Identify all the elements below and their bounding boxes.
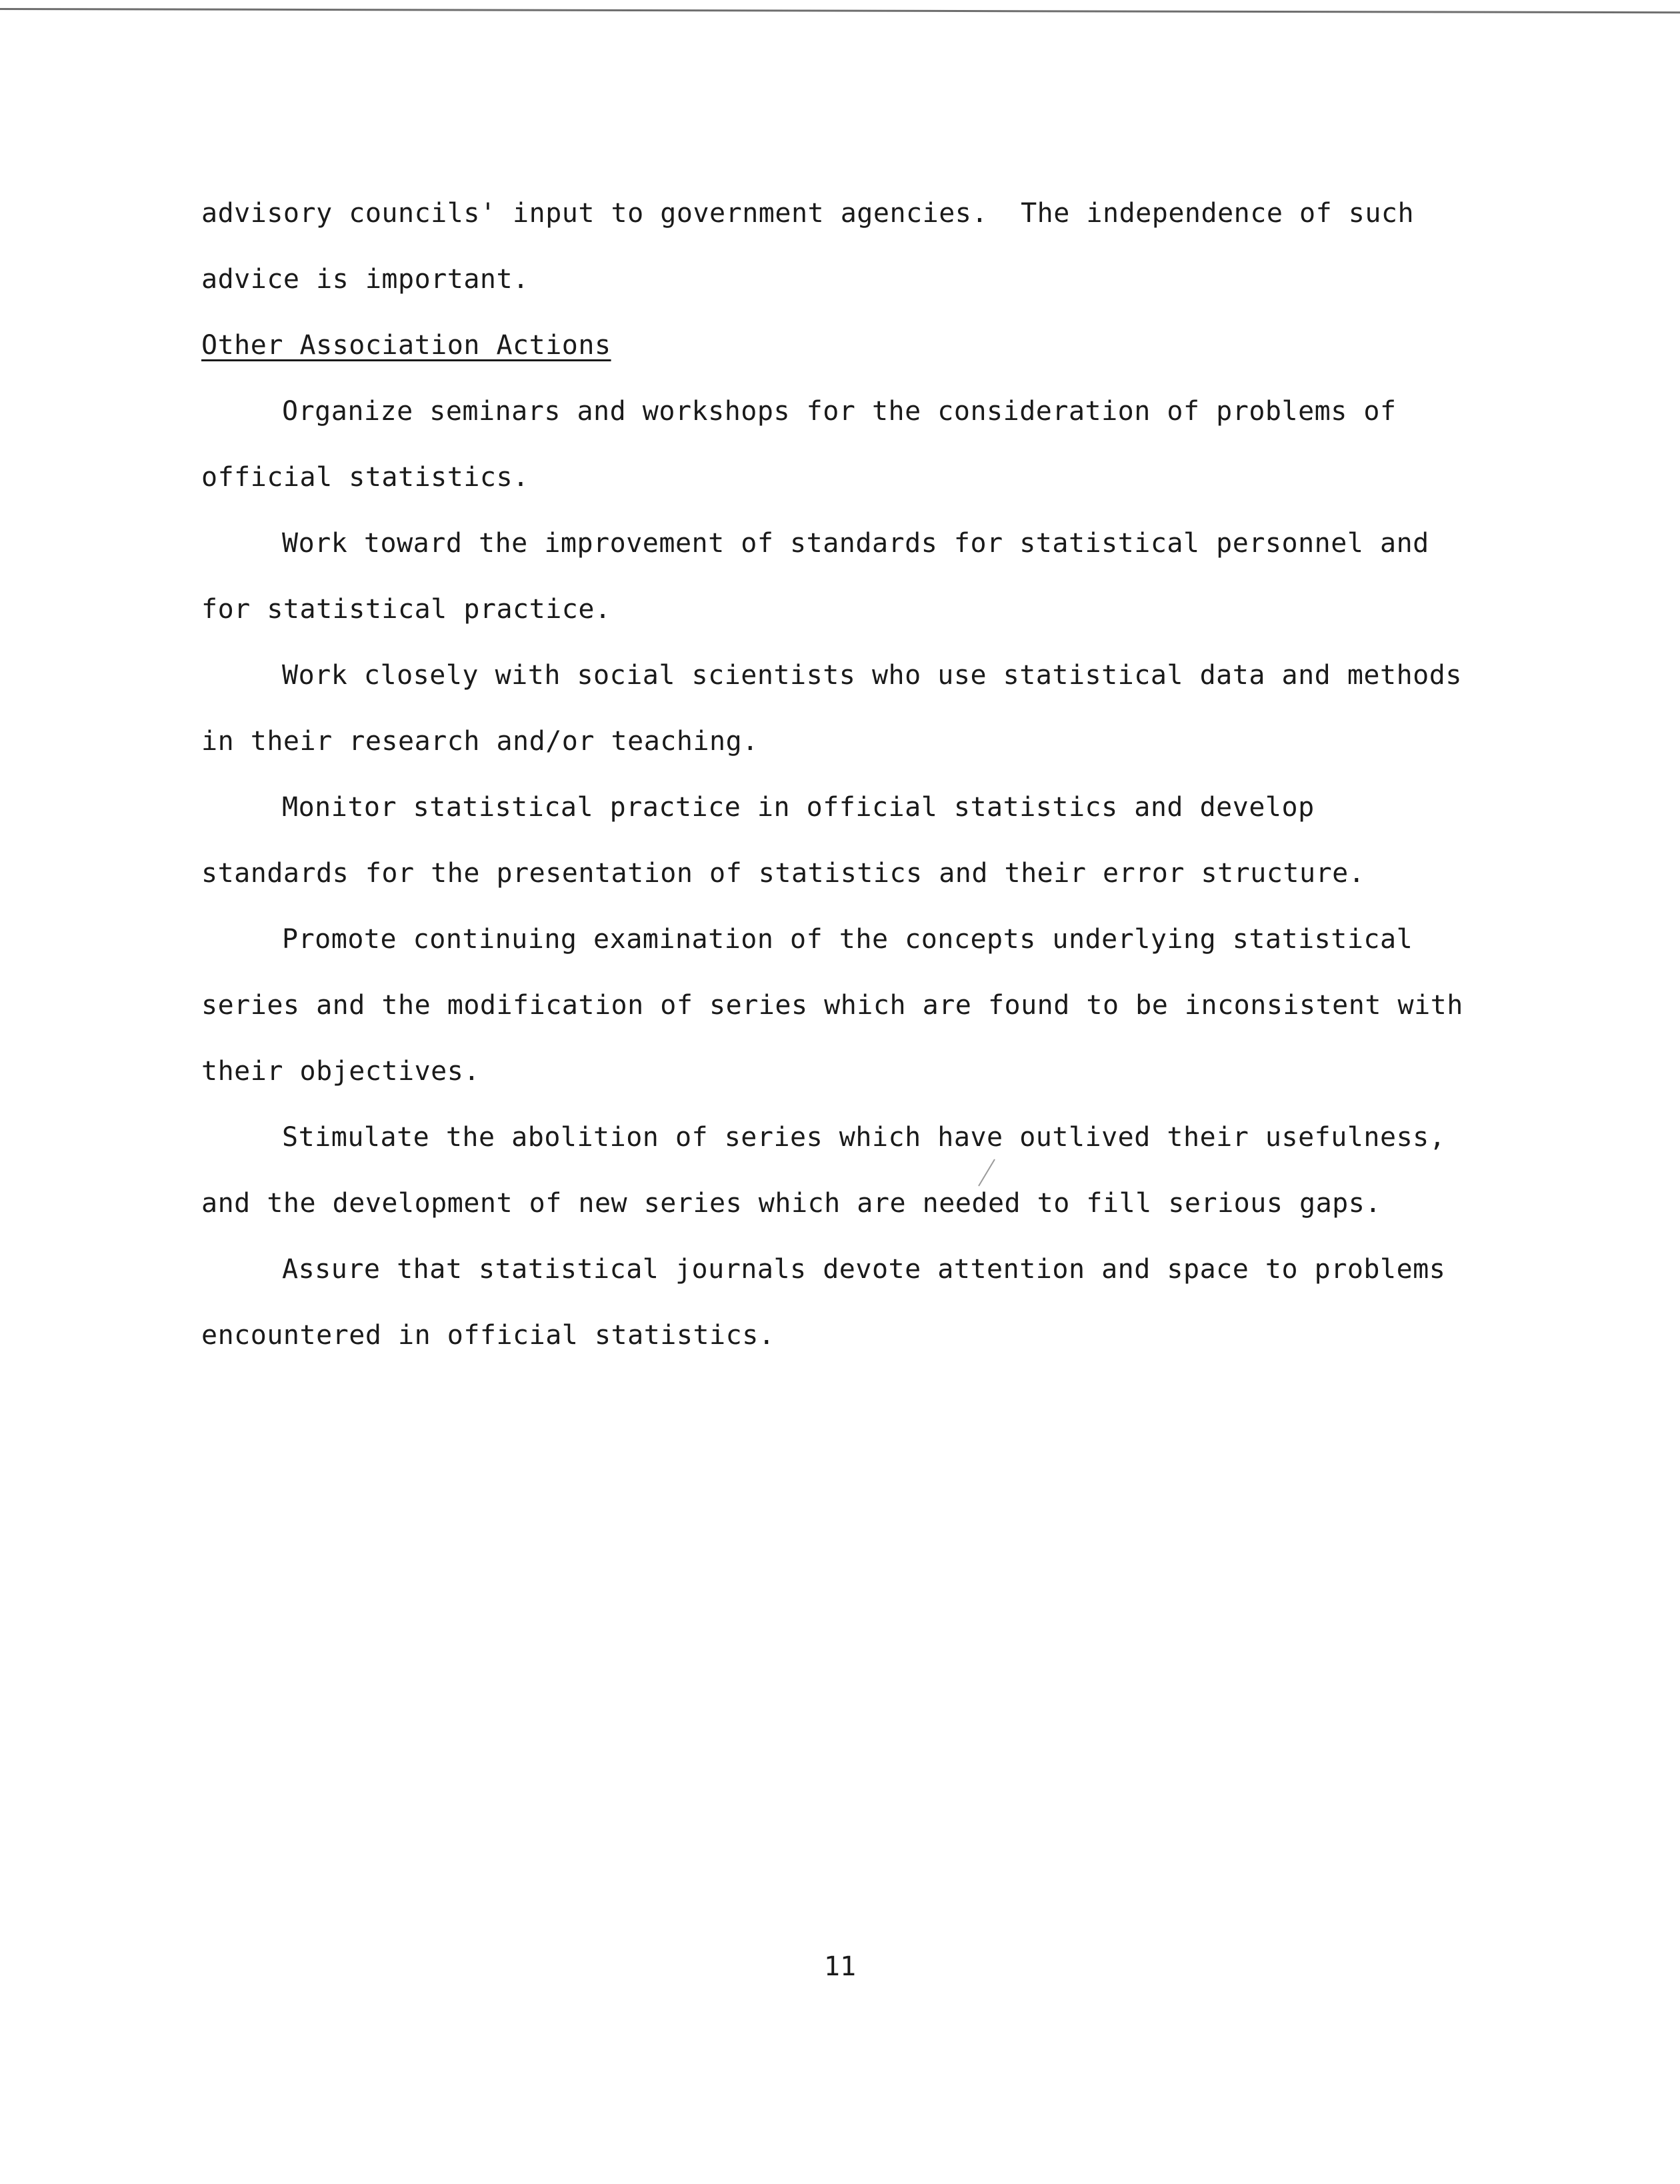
paragraph-start: Work toward the improvement of standards for statistical personnel and (282, 528, 1429, 559)
body-line: for statistical practice. (201, 594, 611, 625)
paragraph-start: Work closely with social scientists who use statistical data and methods (282, 660, 1462, 691)
body-line: in their research and/or teaching. (201, 726, 759, 757)
paragraph-start: Promote continuing examination of the concepts underlying statistical (282, 924, 1413, 955)
paragraph-start: Assure that statistical journals devote attention and space to problems (282, 1254, 1446, 1285)
body-line: standards for the presentation of statistics and their error structure. (201, 858, 1365, 889)
paragraph-start: Stimulate the abolition of series which have outlived their usefulness, (282, 1122, 1446, 1153)
section-heading-text: Other Association Actions (201, 330, 611, 361)
paragraph-start: Organize seminars and workshops for the consideration of problems of (282, 396, 1397, 427)
top-rule (0, 8, 1680, 13)
body-line: advice is important. (201, 264, 529, 295)
body-line: and the development of new series which are needed to fill serious gaps. (201, 1188, 1381, 1219)
page-number: 11 (823, 1951, 857, 1982)
paragraph-start: Monitor statistical practice in official statistics and develop (282, 792, 1315, 823)
section-heading (201, 332, 1535, 359)
document-body (201, 200, 1535, 1388)
pen-mark (973, 1157, 1000, 1190)
body-line: advisory councils' input to government agencies. The independence of such (201, 198, 1415, 229)
body-line: official statistics. (201, 462, 529, 493)
body-line: series and the modification of series which are found to be inconsistent with (201, 990, 1463, 1021)
body-line: encountered in official statistics. (201, 1320, 775, 1351)
body-line: their objectives. (201, 1056, 480, 1087)
